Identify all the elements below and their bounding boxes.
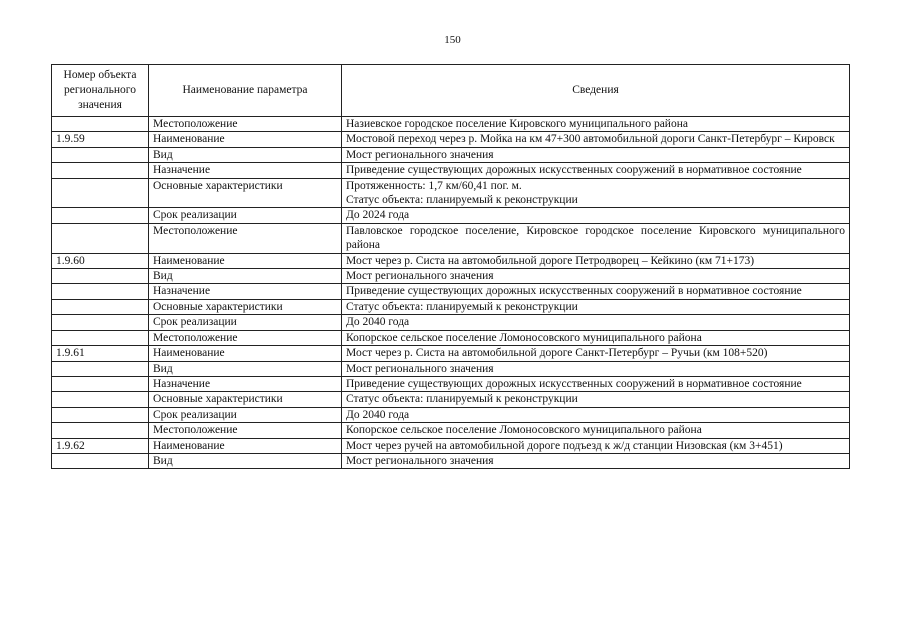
parameter-name-cell: Вид [149,453,342,468]
details-cell [342,178,850,208]
parameter-name-cell: Местоположение [149,117,342,132]
table-row [52,269,850,284]
table-row [52,132,850,147]
details-text: Приведение существующих дорожных искусственных сооружений в нормативное состояние [346,164,802,177]
details-cell [342,284,850,299]
table-header-row [52,65,850,117]
object-number-cell [52,223,149,253]
parameter-name-cell: Наименование [149,132,342,147]
details-text: Назиевское городское поселение Кировского муниципального района [346,118,688,130]
parameter-name-cell: Основные характеристики [149,392,342,407]
parameter-name-cell: Местоположение [149,330,342,345]
object-number-cell [52,178,149,208]
regional-objects-table [51,64,850,469]
header-parameter-name: Наименование параметра [149,65,342,117]
table-row [52,330,850,345]
parameter-name-cell: Срок реализации [149,407,342,422]
details-text: Приведение существующих дорожных искусственных сооружений в нормативное состояние [346,285,802,298]
object-number-cell: 1.9.62 [52,438,149,453]
object-number-cell [52,361,149,376]
table-row [52,208,850,223]
details-text: Мост регионального значения [346,270,494,283]
object-number-cell [52,147,149,162]
object-number-cell [52,392,149,407]
details-text: До 2024 года [346,209,410,222]
details-text: Копорское сельское поселение Ломоносовского муниципального района [346,331,702,344]
details-text: Мост регионального значения [346,454,494,467]
parameter-name-cell: Наименование [149,346,342,361]
parameter-name-cell: Срок реализации [149,315,342,330]
table-row [52,407,850,422]
details-cell [342,361,850,376]
details-cell [342,376,850,391]
details-cell [342,453,850,468]
table-row [52,253,850,268]
details-cell [342,346,850,361]
details-text-secondary: Статус объекта: планируемый к реконструкции [346,194,578,207]
details-text: До 2040 года [346,316,410,329]
details-text: Мост через ручей на автомобильной дороге подъезд к ж/д станции Низовская (км 3+451) [346,439,783,452]
details-cell [342,299,850,314]
parameter-name-cell: Вид [149,269,342,284]
parameter-name-cell: Основные характеристики [149,299,342,314]
table-row [52,163,850,178]
object-number-cell [52,315,149,330]
details-cell [342,269,850,284]
page-number: 150 [444,34,461,46]
table-row [52,438,850,453]
table-row [52,117,850,132]
header-details: Сведения [342,65,850,117]
details-text: Мост регионального значения [346,148,494,161]
parameter-name-cell: Назначение [149,284,342,299]
details-text: Статус объекта: планируемый к реконструкции [346,300,578,313]
object-number-cell: 1.9.61 [52,346,149,361]
table-row [52,315,850,330]
table-row [52,361,850,376]
details-text: Протяженность: 1,7 км/60,41 пог. м. [346,179,522,192]
object-number-cell [52,269,149,284]
object-number-cell [52,407,149,422]
table-row [52,299,850,314]
parameter-name-cell: Вид [149,361,342,376]
details-cell [342,132,850,147]
table-row [52,453,850,468]
details-text: До 2040 года [346,408,410,421]
parameter-name-cell: Местоположение [149,423,342,438]
table-row [52,178,850,208]
details-cell [342,223,850,253]
object-number-cell: 1.9.60 [52,253,149,268]
table-row [52,346,850,361]
object-number-cell [52,284,149,299]
table-row [52,392,850,407]
details-cell [342,392,850,407]
header-object-number: Номер объекта регионального значения [52,65,149,117]
details-text: Приведение существующих дорожных искусственных сооружений в нормативное состояние [346,377,802,390]
details-cell [342,117,850,132]
object-number-cell [52,376,149,391]
object-number-cell [52,117,149,132]
details-cell [342,147,850,162]
details-text: Статус объекта: планируемый к реконструкции [346,393,578,406]
parameter-name-cell: Наименование [149,253,342,268]
parameter-name-cell: Вид [149,147,342,162]
object-number-cell [52,423,149,438]
object-number-cell [52,163,149,178]
details-cell [342,438,850,453]
parameter-name-cell: Назначение [149,163,342,178]
object-number-cell [52,453,149,468]
table-row [52,284,850,299]
table-row [52,147,850,162]
table-row [52,223,850,253]
details-text: Копорское сельское поселение Ломоносовского муниципального района [346,424,702,437]
object-number-cell: 1.9.59 [52,132,149,147]
object-number-cell [52,299,149,314]
table-row [52,423,850,438]
parameter-name-cell: Основные характеристики [149,178,342,208]
object-number-cell [52,330,149,345]
details-text: Павловское городское поселение, Кировское городское поселение Кировского муниципального района [346,224,845,252]
details-cell [342,330,850,345]
details-cell [342,423,850,438]
parameter-name-cell: Назначение [149,376,342,391]
details-cell [342,163,850,178]
details-cell [342,315,850,330]
details-cell [342,407,850,422]
object-number-cell [52,208,149,223]
parameter-name-cell: Наименование [149,438,342,453]
details-text: Мост через р. Систа на автомобильной дороге Санкт-Петербург – Ручьи (км 108+520) [346,347,768,360]
table-body [52,117,850,469]
details-cell [342,208,850,223]
details-text: Мостовой переход через р. Мойка на км 47+300 автомобильной дороги Санкт-Петербург – Кировск [346,133,835,146]
table-row [52,376,850,391]
details-cell [342,253,850,268]
details-text: Мост регионального значения [346,362,494,375]
details-text: Мост через р. Систа на автомобильной дороге Петродворец – Кейкино (км 71+173) [346,254,755,267]
parameter-name-cell: Срок реализации [149,208,342,223]
parameter-name-cell: Местоположение [149,223,342,253]
